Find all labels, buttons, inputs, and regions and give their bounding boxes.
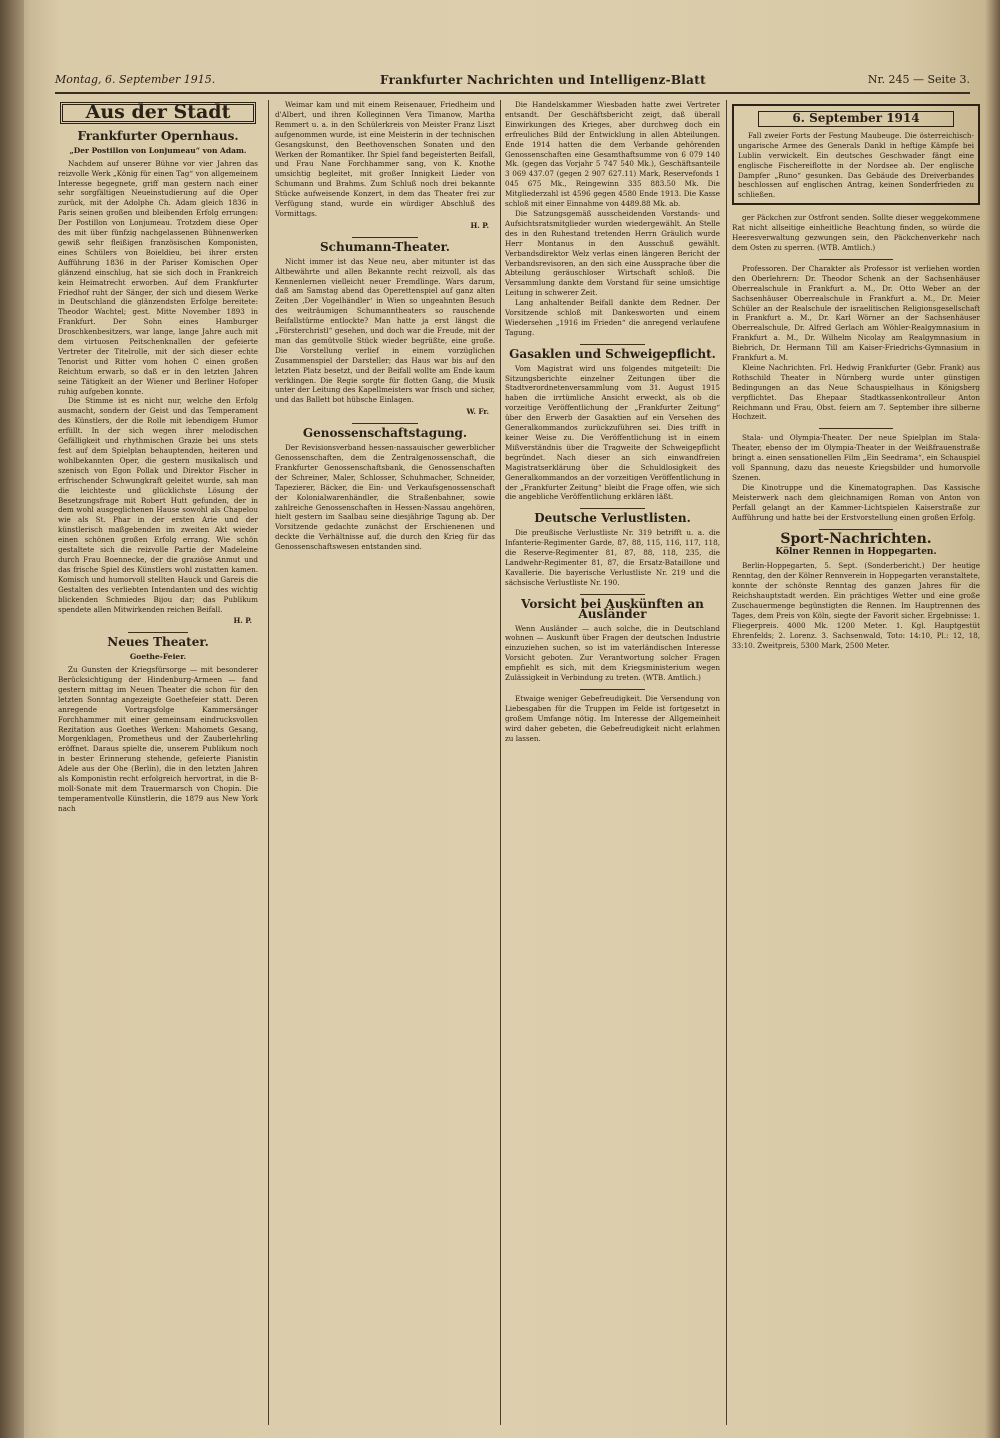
column-rule-3 (726, 100, 727, 1425)
article-text: Die Satzungsgemäß ausscheidenden Vorstands- und Aufsichtsratsmitglieder wurden wiedergewählt. An Stelle des in den Ruhestand tretenden Herrn Gräulich wurde Herr Montanus in den Ausschuß gewählt. Verbandsdirektor Welz verlas einen längeren Bericht der Verbandsrevisoren, an den sich eine Aussprache über die Abteilung geräuschloser Wirtschaft schloß. Die Versammlung dankte dem Vorstand für seine umsichtige Leitung in schwerer Zeit. (505, 208, 720, 298)
article-text: Lang anhaltender Beifall dankte dem Redner. Der Vorsitzende schloß mit Dankesworten und einem Wiedersehen „1916 im Frieden“ die anregend verlaufene Tagung. (505, 298, 720, 337)
article-heading-genossenschaftstagung: Genossenschaftstagung. (302, 426, 468, 441)
divider (580, 508, 645, 509)
article-text: Nicht immer ist das Neue neu, aber mitunter ist das Altbewährte und allen Bekannte recht reizvoll, als das Kennenlernen vielleicht neuer Fremdlinge. Wars darum, daß am Samstag abend das Operettenspiel auf ganz alten Zeiten ‚Der Vogelhändler‘ in Wien so ungeahnten Besuch des weiträumigen Schumanntheaters so rauschende Beifallstürme entlockte? Man hatte ja erst längst die „Försterchristl“ gesehen, und doch war die Freude, mit der man das gemütvolle Stück wieder begrüßte, eine große. Die Vorstellung verlief in einem vorzüglichen Zusammenspiel der Darsteller; das Haus war bis auf den letzten Platz besetzt, und der Beifall wollte am Ende kaum verklingen. Die Regie sorgte für flotten Gang, die Musik unter der Leitung des Kapellmeisters war frisch und sicher, und das Ballett bot hübsche Einlagen. (275, 256, 495, 405)
article-text: Stala- und Olympia-Theater. Der neue Spielplan im Stala-Theater, ebenso der im Olympia-Theater in der Weißfrauenstraße bringt a. einen sensationellen Film „Ein Seedrama“, ein Schauspiel voll Spannung, dazu das neueste Kriegsbilder und humorvolle Szenen. (732, 433, 980, 482)
article-text: Die preußische Verlustliste Nr. 319 betrifft u. a. die Infanterie-Regimenter Garde, 87, 88, 115, 116, 117, 118, die Reserve-Regimenter 81, 87, 88, 118, 235, die Landwehr-Regimenter 81, 87, die Ersatz-Bataillone und Kavallerie. Die bayerische Verlustliste Nr. 219 und die sächsische Verlustliste Nr. 190. (505, 528, 720, 587)
page-header (55, 70, 970, 94)
column-rule-1 (268, 100, 269, 1425)
anniversary-box-text: Fall zweier Forts der Festung Maubeuge. Die österreichisch-ungarische Armee des Generals Dankl in heftige Kämpfe bei Lublin verwickelt. Ein deutsches Geschwader fängt eine englische Fischereiflotte in der Nordsee ab. Der englische Dampfer „Runo“ gesunken. Das Gebäude des Dreiverbandes beschlossen auf englischen Antrag, keinen Sonderfrieden zu schließen. (738, 130, 974, 200)
article-subheading: Goethe-Feier. (129, 652, 187, 662)
anniversary-box (732, 104, 980, 205)
page-binding-edge (0, 0, 24, 1438)
divider (128, 632, 188, 633)
header-title: Frankfurter Nachrichten und Intelligenz-Blatt (380, 73, 706, 87)
article-heading-gasaktien: Gasaklen und Schweigepflicht. (509, 346, 716, 361)
article-text: Etwaige weniger Gebefreudigkeit. Die Versendung von Liebesgaben für die Truppen im Felde ist fortgesetzt in großem Umfange nötig. Im Interesse der Allgemeinheit wird daher gebeten, die Gebefreudigkeit nicht erlahmen zu lassen. (505, 693, 720, 743)
article-text: Professoren. Der Charakter als Professor ist verliehen worden den Oberlehrern: Dr. Theodor Schenk an der Sachsenhäuser Oberrealschule in Frankfurt a. M., Dr. Otto Weber an der Sachsenhäuser Oberrealschule in Frankfurt a. M., Dr. Meier Schüler an der Realschule der israelitischen Religionsgesellschaft in Frankfurt a. M., Dr. Karl Wörner an der Sachsenhäuser Oberrealschule, Dr. Alfred Gerlach am Wöhler-Realgymnasium in Frankfurt a. M., Dr. Wilhelm Nicolay am Realgymnasium in Biebrich, Dr. Hermann Till am Kaiser-Friedrichs-Gymnasium in Frankfurt a. M. (732, 263, 980, 363)
divider (352, 237, 418, 238)
article-text: Die Kinotruppe und die Kinematographen. Das Kassische Meisterwerk nach dem gleichnamigen Roman von Anton von Perfall gelangt an der Kammer-Lichtspielen Kaiserstraße zur Aufführung und hatte bei der Erstvorstellung einen großen Erfolg. (732, 482, 980, 522)
column-1 (58, 100, 258, 1425)
article-subheading: Kölner Rennen in Hoppegarten. (775, 547, 937, 558)
column-2 (275, 100, 495, 1425)
divider (352, 423, 418, 424)
article-text: Die Handelskammer Wiesbaden hatte zwei Vertreter entsandt. Der Geschäftsbericht zeigt, daß überall Einwirkungen des Krieges, aber durchweg doch ein erfreuliches Bild der Entwicklung in allen Abteilungen. Ende 1914 hatten die dem Verbande gehörenden Genossenschaften eine Gesamthaftsumme von 6 079 140 Mk. (gegen das Vorjahr 5 747 540 Mk.), Geschäftsanteile 3 069 437.07 (gegen 2 907 627.11) Mark, Reservefonds 1 045 675 Mk., Reingewinn 335 883.50 Mk. Die Mitgliederzahl ist 4596 gegen 4580 Ende 1913. Die Kasse schloß mit einer Einnahme von 4489.88 Mk. ab. (505, 100, 720, 209)
article-text: Der Revisionsverband hessen-nassauischer gewerblicher Genossenschaften, dem die Zentralgenossenschaft, die Frankfurter Genossenschaftsbank, die Genossenschaften der Schreiner, Maler, Schlosser, Schuhmacher, Schneider, Tapezierer, Bäcker, die Ein- und Verkaufsgenossenschaft der Kolonialwarenhändler, die Straßenbahner, sowie zahlreiche Genossenschaften in Hessen-Nassau angehören, hielt gestern im Saalbau seine diesjährige Tagung ab. Der Vorsitzende gedachte zunächst der Erschienenen und deckte die Verhältnisse auf, die durch den Krieg für das Genossenschaftswesen entstanden sind. (275, 443, 495, 552)
author-signature: H. P. (233, 616, 252, 626)
article-heading-verlustlisten: Deutsche Verlustlisten. (534, 511, 691, 526)
article-heading-opernhaus: Frankfurter Opernhaus. (77, 128, 239, 143)
column-rule-2 (500, 100, 501, 1425)
divider (580, 594, 645, 595)
article-subheading: „Der Postillon von Lonjumeau“ von Adam. (69, 145, 247, 155)
column-4 (732, 100, 980, 1425)
article-text: ger Päckchen zur Ostfront senden. Sollte dieser weggekommene Rat nicht allseitige einheitliche Beachtung finden, so würde die Heeresverwaltung gezwungen sein, den Päckchenverkehr nach dem Osten zu sperren. (WTB. Amtlich.) (732, 213, 980, 252)
divider (580, 689, 645, 690)
divider (819, 428, 893, 429)
article-text: Die Stimme ist es nicht nur, welche den Erfolg ausmacht, sondern der Geist und das Temperament des Künstlers, der die Rolle mit lebendigem Humor erfüllt. In der sich wegen ihrer melodischen Gefälligkeit und rhythmischen Grazie bei uns stets fest auf dem Spielplan behauptenden, heiteren und wohlbekannten Oper, die gestern musikalisch und szenisch von Egon Pollak und Direktor Fischer in erfrischender Schwungkraft geleitet wurde, sah man die leichteste und glücklichste Lösung der Besetzungsfrage mit Robert Hutt gefunden, der in dem wohl ausgeglichenen Hause sowohl als Chapelou wie als St. Phar in der ersten Arie und der künstlerisch maßgebenden im zweiten Akt wieder einen schönen großen Erfolg errang. Wie schön gestaltete sich die reizvolle Partie der Madeleine durch Frau Boennecke, der die graziöse Anmut und das frische Spiel des Künstlers wohl zustatten kamen. Komisch und humorvoll stellten Hauck und Gareis die Gestalten des verliebten Intendanten und des wichtig blickenden Schmiedes Bijou dar; das Publikum spendete allen Mitwirkenden reichen Beifall. (58, 396, 258, 614)
article-heading-schumann-theater: Schumann-Theater. (320, 239, 450, 254)
article-text: Kleine Nachrichten. Frl. Hedwig Frankfurter (Gebr. Frank) aus Rothschild Theater in Nürnberg wurde unter günstigen Bedingungen an das Neue Schauspielhaus in Königsberg verpflichtet. Das Ehepaar Stadtkassenkontrolleur Anton Reichmann und Frau, Obst. feiern am 7. September ihre silberne Hochzeit. (732, 362, 980, 422)
header-page-number: Nr. 245 — Seite 3. (867, 73, 970, 86)
author-signature: H. P. (470, 220, 489, 230)
section-heading-sport: Sport-Nachrichten. (780, 530, 932, 547)
divider (819, 259, 893, 260)
article-text: Nachdem auf unserer Bühne vor vier Jahren das reizvolle Werk „König für einen Tag“ von allgemeinem Interesse begegnete, griff man gestern nach einer sehr sorgfältigen Neueinstudierung auf die Oper zurück, mit der Adolphe Ch. Adam gleich 1836 in Paris seinen großen und bleibenden Erfolg errungen: Der Postillon von Lonjumeau. Trotzdem diese Oper des mit über fünfzig nachgelassenen Bühnenwerken gewiß sehr fleißigen französischen Komponisten, eines Schülers von Boieldieu, bei ihrer ersten Aufführung 1836 in der Pariser Komischen Oper glänzend einschlug, hat sie sich doch in Frankreich kein Heimatrecht erworben. Auf dem Frankfurter Friedhof ruht der Sänger, der sich und diesem Werke in Deutschland die glänzendsten Erfolge bereitete: Theodor Wachtel; gest. Mitte November 1893 in Frankfurt. Der Sohn eines Hamburger Droschkenbesitzers, war lange, lange Jahre auch mit dem virtuosen Peitschenknallen der gefeierte Vertreter der Titelrolle, mit der sich dieser echte Tenorist und Ritter vom hohen C einen großen Reichtum erwarb, so daß er in den letzten Jahren seine Tätigkeit an der Wiener und Berliner Hofoper ruhig aufgeben konnte. (58, 158, 258, 396)
divider (819, 529, 893, 530)
article-heading-neues-theater: Neues Theater. (107, 635, 209, 650)
header-date: Montag, 6. September 1915. (55, 73, 216, 86)
article-heading-vorsicht: Vorsicht bei Auskünften an Ausländer (521, 596, 704, 621)
article-text: Berlin-Hoppegarten, 5. Sept. (Sonderbericht.) Der heutige Renntag, den der Kölner Rennverein in Hoppegarten veranstaltete, konnte der schönste Renntag des ganzen Jahres für die Reichshauptstadt werden. Ein prächtiges Wetter und eine große Zuschauermenge begünstigten die Rennen. Im Hauptrennen des Tages, dem Preis von Köln, siegte der Favorit sicher. Ergebnisse: 1. Fliegerpreis. 4000 Mk. 1200 Meter. 1. Kgl. Hauptgestüt Ehrenfelds; 2. Lorenz. 3. Sachsenwald, Toto: 14:10, Pl.: 12, 18, 33:10. Zweitpreis, 5300 Mark, 2500 Meter. (732, 561, 980, 650)
article-text: Vom Magistrat wird uns folgendes mitgeteilt: Die Sitzungsberichte einzelner Zeitungen über die Stadtverordnetenversammlung vom 31. August 1915 haben die irrtümliche Ansicht erweckt, als ob die vorzeitige Veröffentlichung der „Frankfurter Zeitung“ über den Erwerb der Gasaktien auf ein Versehen des Generalkommandos zurückzuführen sei. Dies trifft in keiner Weise zu. Die Veröffentlichung ist in einem Mißverständnis über die Tragweite der Schweigepflicht begründet. Nach dieser an sich einwandfreien Magistratserklärung über die Schuldlosigkeit des Generalkommandos an der vorzeitigen Veröffentlichung in der „Frankfurter Zeitung“ bleibt die Frage offen, wie sich die angebliche Veröffentlichung erklären läßt. (505, 363, 720, 502)
section-banner: Aus der Stadt (60, 102, 256, 124)
article-text: Wenn Ausländer — auch solche, die in Deutschland wohnen — Auskunft über Fragen der deutschen Industrie einzuziehen suchen, so ist im vaterländischen Interesse Vorsicht geboten. Zur Verantwortung solcher Fragen empfiehlt es sich, mit dem Kriegsministerium wegen Zulässigkeit in Verbindung zu treten. (WTB. Amtlich.) (505, 623, 720, 683)
article-text: Weimar kam und mit einem Reisenauer, Friedheim und d'Albert, und ihren Kolleginnen Vera Timanow, Martha Remmert u. a. in den Schülerkreis von Meister Franz Liszt aufgenommen wurde, ist eine Meisterin in der technischen Gesangskunst, den Beethovenschen Sonaten und den Werken der Romantiker. Ihr Spiel fand begeisterten Beifall, und Frau Nane Forchhammer sang, von K. Knothe umsichtig begleitet, mit großer Innigkeit Lieder von Schumann und Brahms. Zum Schluß noch drei bekannte Stücke aufweisende Konzert, in dem das Theater frei zur Verfügung stand, wurde ein würdiger Abschluß des Vormittags. (275, 100, 495, 218)
divider (580, 344, 645, 345)
author-signature: W. Fr. (466, 407, 489, 417)
article-text: Zu Gunsten der Kriegsfürsorge — mit besonderer Berücksichtigung der Hindenburg-Armeen — fand gestern mittag im Neuen Theater die schon für den letzten Sonntag angezeigte Goethefeier statt. Deren anregende Vortragsfolge Kammersänger Forchhammer mit einer gemeinsam eindrucksvollen Rezitation aus Goethes Werken: Mahomets Gesang, Morgenklagen, Prometheus und der Zauberlehrling eröffnet. Daraus spielte die, unserem Publikum noch in bester Erinnerung stehende, gefeierte Pianistin Adele aus der Ohe (Berlin), die in den letzten Jahren als Komponistin recht erfolgreich hervortrat, in die B-moll-Sonate mit dem Trauermarsch von Chopin. Die temperamentvolle Künstlerin, die 1879 aus New York nach (58, 665, 258, 813)
column-3 (505, 100, 720, 1425)
anniversary-box-heading: 6. September 1914 (758, 111, 954, 127)
